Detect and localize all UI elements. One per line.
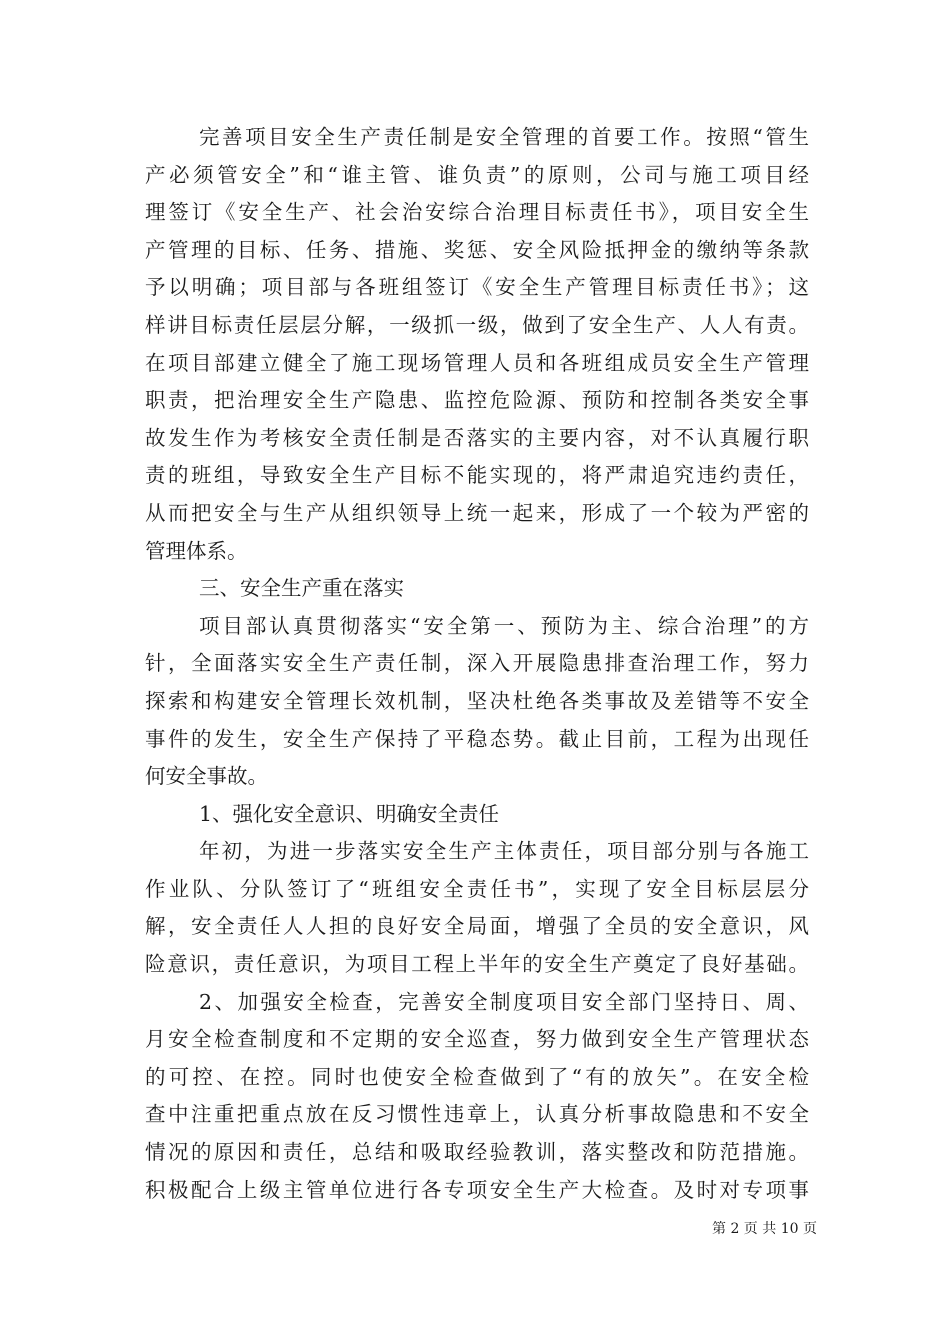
- text-line: 月安全检查制度和不定期的安全巡查，努力做到安全生产管理状态: [145, 1027, 809, 1052]
- text-line: 的可控、在控。同时也使安全检查做到了“有的放矢”。在安全检: [145, 1064, 809, 1089]
- text-line: 险意识，责任意识，为项目工程上半年的安全生产奠定了良好基础。: [145, 952, 809, 977]
- text-line: 在项目部建立健全了施工现场管理人员和各班组成员安全生产管理: [145, 350, 809, 375]
- text-line: 管理体系。: [145, 538, 248, 563]
- text-line: 解，安全责任人人担的良好安全局面，增强了全员的安全意识，风: [145, 914, 809, 939]
- text-line: 事件的发生，安全生产保持了平稳态势。截止目前，工程为出现任: [145, 726, 809, 751]
- text-line: 从而把安全与生产从组织领导上统一起来，形成了一个较为严密的: [145, 500, 809, 525]
- text-line: 职责，把治理安全生产隐患、监控危险源、预防和控制各类安全事: [145, 388, 809, 413]
- text-line: 三、安全生产重在落实: [199, 576, 404, 601]
- text-line: 针，全面落实安全生产责任制，深入开展隐患排查治理工作，努力: [145, 651, 809, 676]
- text-line: 产必须管安全”和“谁主管、谁负责”的原则，公司与施工项目经: [145, 162, 809, 187]
- text-line: 完善项目安全生产责任制是安全管理的首要工作。按照“管生: [199, 125, 809, 149]
- text-line: 予以明确；项目部与各班组签订《安全生产管理目标责任书》；这: [145, 275, 809, 300]
- text-line: 理签订《安全生产、社会治安综合治理目标责任书》，项目安全生: [145, 200, 809, 225]
- text-line: 样讲目标责任层层分解，一级抓一级，做到了安全生产、人人有责。: [145, 312, 809, 337]
- text-line: 2、加强安全检查，完善安全制度项目安全部门坚持日、周、: [199, 989, 809, 1014]
- text-line: 探索和构建安全管理长效机制，坚决杜绝各类事故及差错等不安全: [145, 688, 809, 713]
- text-line: 项目部认真贯彻落实“安全第一、预防为主、综合治理”的方: [199, 613, 809, 638]
- text-line: 1、强化安全意识、明确安全责任: [199, 801, 500, 826]
- text-line: 产管理的目标、任务、措施、奖惩、安全风险抵押金的缴纳等条款: [145, 237, 809, 262]
- text-line: 情况的原因和责任，总结和吸取经验教训，落实整改和防范措施。: [145, 1140, 809, 1165]
- text-line: 查中注重把重点放在反习惯性违章上，认真分析事故隐患和不安全: [145, 1102, 809, 1127]
- page-number-footer: 第 2 页 共 10 页: [712, 1221, 817, 1237]
- text-line: 年初，为进一步落实安全生产主体责任，项目部分别与各施工: [199, 839, 809, 864]
- text-line: 何安全事故。: [145, 764, 268, 789]
- text-line: 积极配合上级主管单位进行各专项安全生产大检查。及时对专项事: [145, 1177, 809, 1202]
- text-line: 故发生作为考核安全责任制是否落实的主要内容，对不认真履行职: [145, 425, 809, 450]
- document-body: [145, 119, 809, 1209]
- text-line: 作业队、分队签订了“班组安全责任书”，实现了安全目标层层分: [145, 876, 809, 901]
- text-line: 责的班组，导致安全生产目标不能实现的，将严肃追究违约责任，: [145, 463, 809, 488]
